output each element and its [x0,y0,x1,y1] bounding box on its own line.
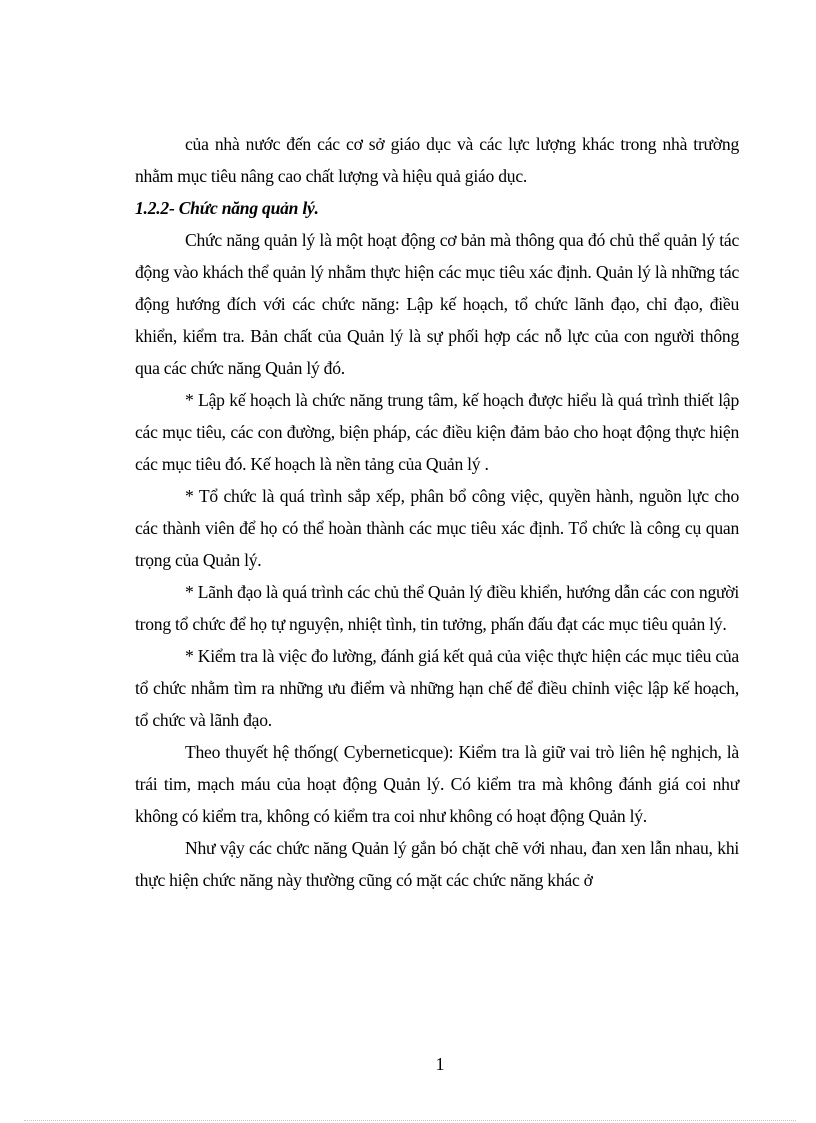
paragraph-organizing: * Tổ chức là quá trình sắp xếp, phân bổ công việc, quyền hành, nguồn lực cho các thành viên để họ có thể hoàn thành các mục tiêu xác định. Tổ chức là công cụ quan trọng của Quản lý. [135,486,739,570]
paragraph-conclusion: Như vậy các chức năng Quản lý gắn bó chặt chẽ với nhau, đan xen lẫn nhau, khi thực hiện chức năng này thường cũng có mặt các chức năng khác ở [135,838,739,890]
page-bottom-divider [24,1120,796,1121]
paragraph-leading: * Lãnh đạo là quá trình các chủ thể Quản lý điều khiển, hướng dẫn các con người trong tổ chức để họ tự nguyện, nhiệt tình, tin tưởng, phấn đấu đạt các mục tiêu quản lý. [135,582,739,634]
paragraph-systems-theory: Theo thuyết hệ thống( Cyberneticque): Kiểm tra là giữ vai trò liên hệ nghịch, là trái tim, mạch máu của hoạt động Quản lý. Có kiểm tra mà không đánh giá coi như không có kiểm tra, không có kiểm tra coi như không có hoạt động Quản lý. [135,742,739,826]
paragraph-continuation: của nhà nước đến các cơ sở giáo dục và các lực lượng khác trong nhà trường nhằm mục tiêu nâng cao chất lượng và hiệu quả giáo dục. [135,134,739,186]
section-heading: 1.2.2- Chức năng quản lý. [135,198,319,218]
paragraph-planning: * Lập kế hoạch là chức năng trung tâm, kế hoạch được hiểu là quá trình thiết lập các mục tiêu, các con đường, biện pháp, các điều kiện đảm bảo cho hoạt động thực hiện các mục tiêu đó. Kế hoạch là nền tảng của Quản lý . [135,390,739,474]
paragraph-management-function: Chức năng quản lý là một hoạt động cơ bản mà thông qua đó chủ thể quản lý tác động vào khách thể quản lý nhằm thực hiện các mục tiêu xác định. Quản lý là những tác động hướng đích với các chức năng: Lập kế hoạch, tổ chức lãnh đạo, chỉ đạo, điều khiển, kiểm tra. Bản chất của Quản lý là sự phối hợp các nỗ lực của con người thông qua các chức năng Quản lý đó. [135,230,739,378]
paragraph-controlling: * Kiểm tra là việc đo lường, đánh giá kết quả của việc thực hiện các mục tiêu của tổ chức nhằm tìm ra những ưu điểm và những hạn chế để điều chỉnh việc lập kế hoạch, tổ chức và lãnh đạo. [135,646,739,730]
page-number: 1 [435,1054,445,1074]
document-body [135,128,739,896]
